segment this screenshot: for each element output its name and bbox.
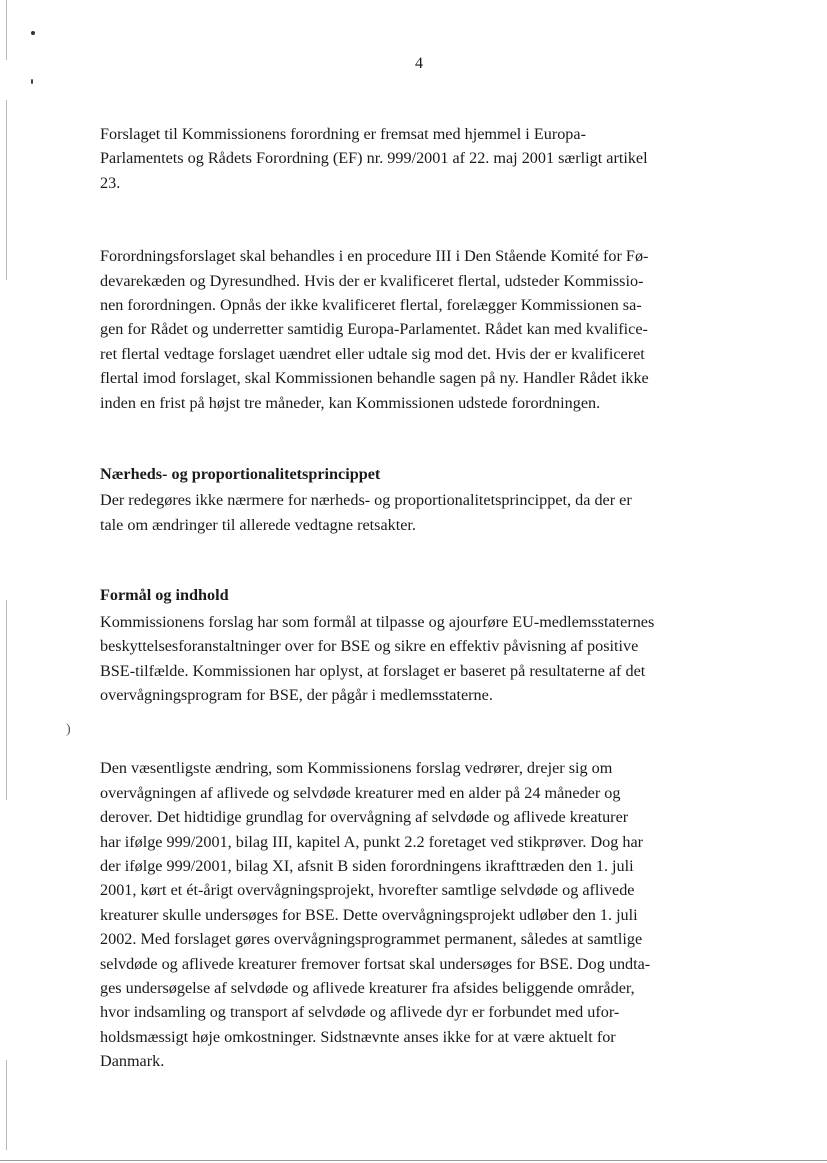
text-line: devarekæden og Dyresundhed. Hvis der er kvalificeret flertal, udsteder Kommissio- [100,271,644,290]
text-line: Kommissionens forslag har som formål at tilpasse og ajourføre EU-medlemsstaternes [100,612,655,631]
scan-edge-line [6,600,7,800]
legal-basis-paragraph [100,122,742,195]
text-line: hvor indsamling og transport af selvdøde og aflivede dyr er forbundet med ufor- [100,1003,620,1022]
text-line: Danmark. [100,1052,165,1071]
scan-edge-line [6,100,7,280]
section-heading: Nærheds- og proportionalitetsprincippet [100,465,381,484]
change-paragraph [100,756,742,1073]
text-line: Parlamentets og Rådets Forordning (EF) nr. 999/2001 af 22. maj 2001 særligt artikel [100,149,648,168]
text-line: gen for Rådet og underretter samtidig Europa-Parlamentet. Rådet kan med kvalifice- [100,320,648,339]
text-line: har ifølge 999/2001, bilag III, kapitel A, punkt 2.2 foretaget ved stikprøver. Dog har [100,832,644,851]
text-line: derover. Det hidtidige grundlag for overvågning af selvdøde og aflivede kreaturer [100,808,629,827]
scan-speck [31,79,33,84]
purpose-paragraph [100,610,742,708]
text-line: ges undersøgelse af selvdøde og aflivede kreaturer fra afsides beliggende områder, [100,978,635,997]
text-line: holdsmæssigt høje omkostninger. Sidstnævnte anses ikke for at være aktuelt for [100,1027,616,1046]
scan-bottom-edge [0,1160,827,1161]
text-line: Den væsentligste ændring, som Kommissionens forslag vedrører, drejer sig om [100,759,613,778]
text-line: beskyttelsesforanstaltninger over for BSE og sikre en effektiv påvisning af positive [100,637,639,656]
text-line: Der redegøres ikke nærmere for nærheds- og proportionalitetsprincippet, da der er [100,491,632,510]
scan-edge-line [6,1060,7,1150]
scan-speck [31,31,35,35]
text-line: 23. [100,173,121,192]
text-line: flertal imod forslaget, skal Kommissionen behandle sagen på ny. Handler Rådet ikke [100,369,649,388]
text-line: BSE-tilfælde. Kommissionen har oplyst, at forslaget er baseret på resultaterne af det [100,661,646,680]
text-line: inden en frist på højst tre måneder, kan Kommissionen udstede forordningen. [100,393,601,412]
text-line: 2002. Med forslaget gøres overvågningsprogrammet permanent, således at samtlige [100,930,643,949]
procedure-paragraph [100,244,742,415]
text-line: selvdøde og aflivede kreaturer fremover fortsat skal undersøges for BSE. Dog undta- [100,954,651,973]
text-line: overvågningen af aflivede og selvdøde kreaturer med en alder på 24 måneder og [100,783,621,802]
scan-edge-line [6,0,7,60]
text-line: kreaturer skulle undersøges for BSE. Dette overvågningsprojekt udløber den 1. juli [100,905,638,924]
text-line: Forordningsforslaget skal behandles i en procedure III i Den Stående Komité for Fø- [100,247,649,266]
text-line: Forslaget til Kommissionens forordning er fremsat med hjemmel i Europa- [100,125,586,143]
text-line: tale om ændringer til allerede vedtagne retsakter. [100,515,416,534]
subsidiarity-paragraph [100,488,742,537]
document-body [100,122,742,1074]
section-heading: Formål og indhold [100,586,229,605]
scan-bracket-mark: ) [66,722,71,737]
page-number: 4 [415,55,423,72]
text-line: 2001, kørt et ét-årigt overvågningsprojekt, hvorefter samtlige selvdøde og aflivede [100,881,635,900]
text-line: ret flertal vedtage forslaget uændret eller udtale sig mod det. Hvis der er kvalificeret [100,344,645,363]
text-line: der ifølge 999/2001, bilag XI, afsnit B siden forordningens ikrafttræden den 1. juli [100,856,634,875]
text-line: nen forordningen. Opnås der ikke kvalificeret flertal, forelægger Kommissionen sa- [100,296,642,315]
text-line: overvågningsprogram for BSE, der pågår i medlemsstaterne. [100,685,493,704]
